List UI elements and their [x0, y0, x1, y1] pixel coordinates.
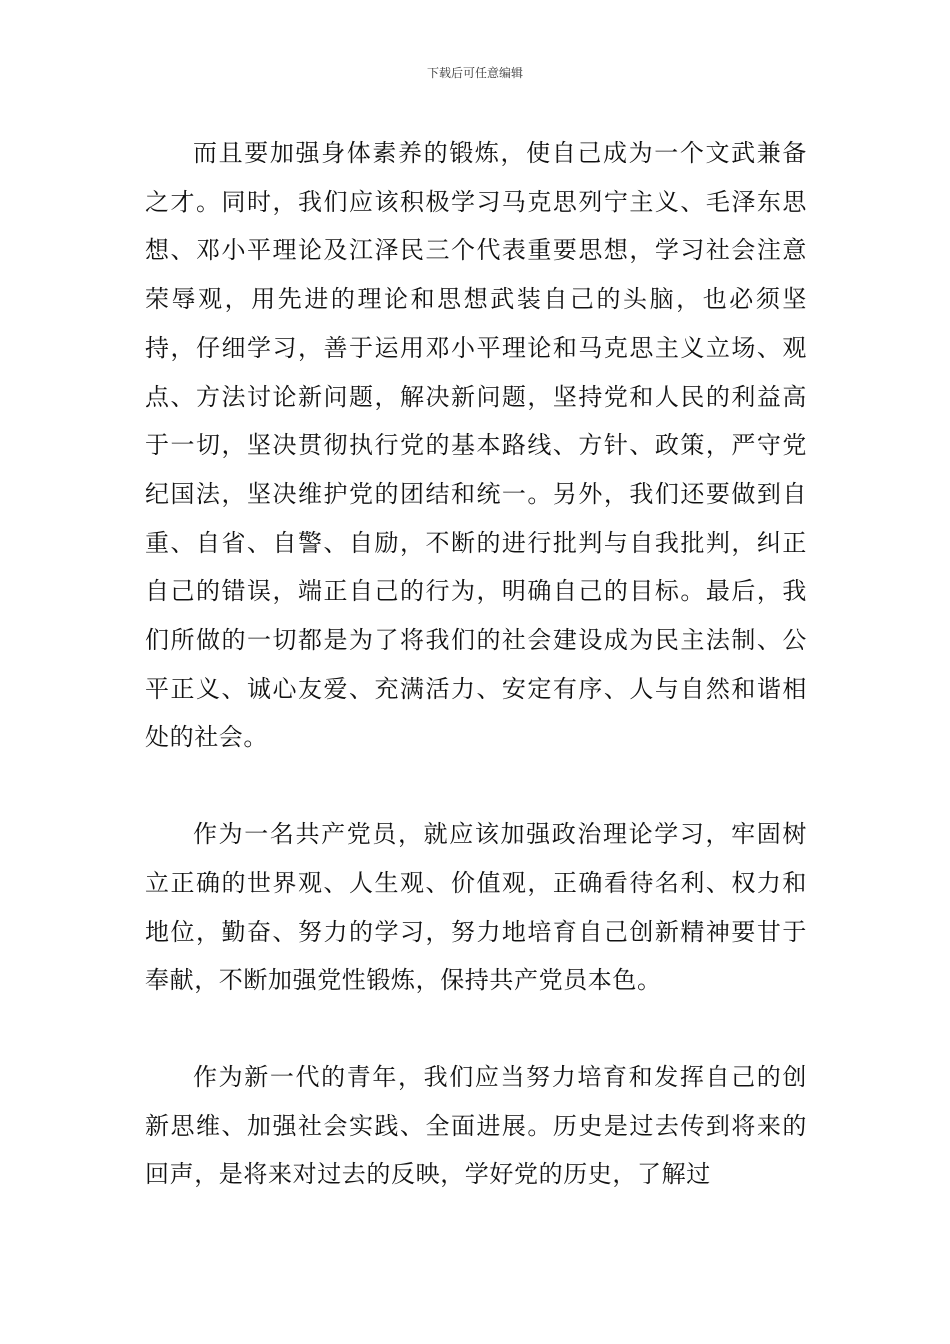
document-body [145, 129, 807, 1199]
paragraph-2: 作为一名共产党员，就应该加强政治理论学习，牢固树立正确的世界观、人生观、价值观，正确看待名利、权力和地位，勤奋、努力的学习，努力地培育自己创新精神要甘于奉献，不断加强党性锻炼，保持共产党员本色。 [145, 820, 807, 995]
paragraph-1: 而且要加强身体素养的锻炼，使自己成为一个文武兼备之才。同时，我们应该积极学习马克思列宁主义、毛泽东思想、邓小平理论及江泽民三个代表重要思想，学习社会注意荣辱观，用先进的理论和思想武装自己的头脑，也必须坚持，仔细学习，善于运用邓小平理论和马克思主义立场、观点、方法讨论新问题，解决新问题，坚持党和人民的利益高于一切，坚决贯彻执行党的基本路线、方针、政策，严守党纪国法，坚决维护党的团结和统一。另外，我们还要做到自重、自省、自警、自励，不断的进行批判与自我批判，纠正自己的错误，端正自己的行为，明确自己的目标。最后，我们所做的一切都是为了将我们的社会建设成为民主法制、公平正义、诚心友爱、充满活力、安定有序、人与自然和谐相处的社会。 [145, 139, 807, 752]
paragraph-3: 作为新一代的青年，我们应当努力培育和发挥自己的创新思维、加强社会实践、全面进展。历史是过去传到将来的回声，是将来对过去的反映，学好党的历史，了解过 [145, 1062, 807, 1189]
header-note: 下载后可任意编辑 [426, 66, 523, 80]
